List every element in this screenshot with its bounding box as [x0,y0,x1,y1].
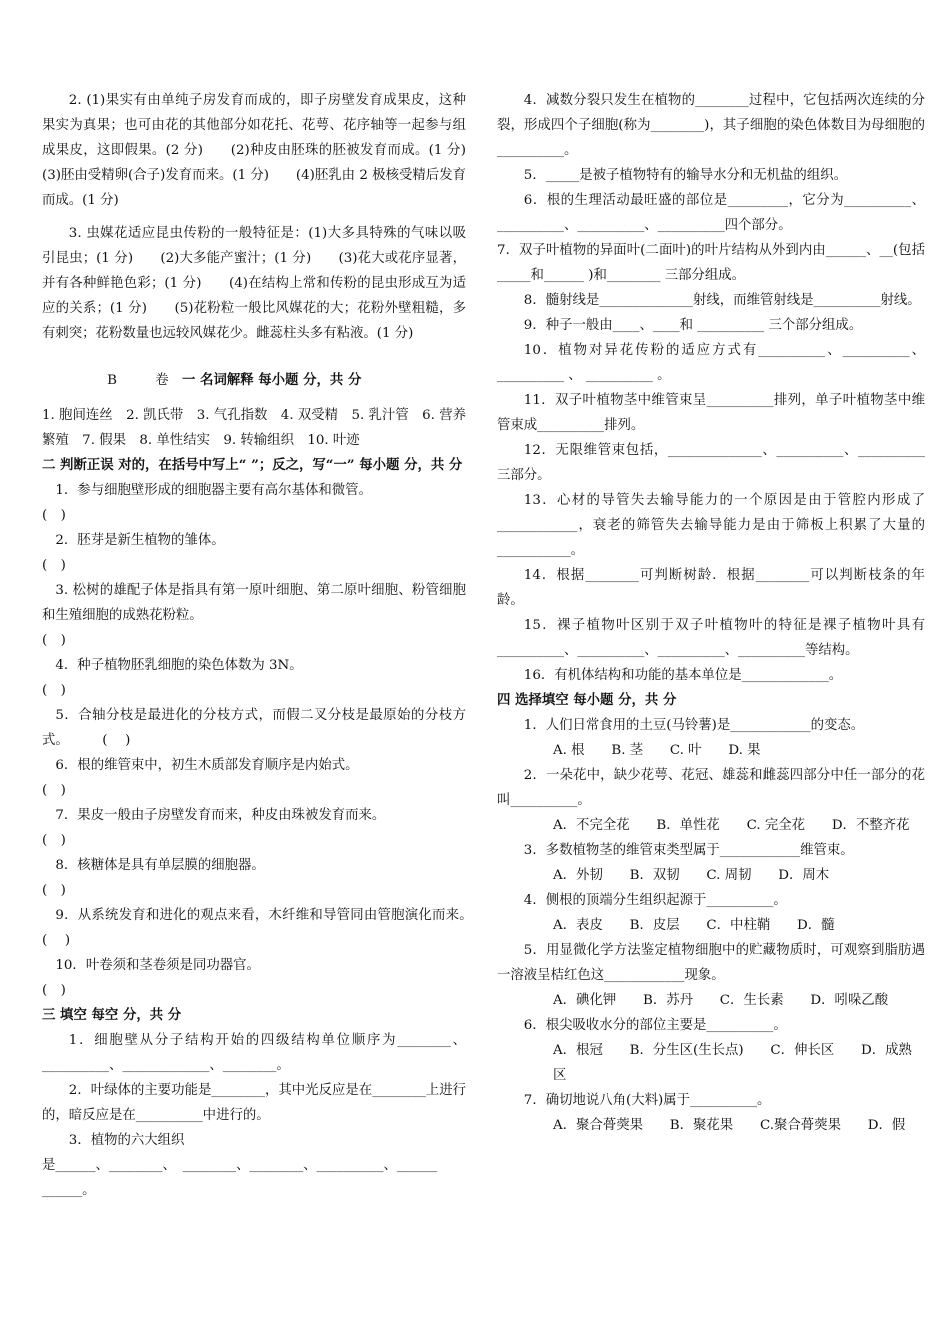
judge-paren-4: ( ) [42,683,66,698]
choice-options-6: A．根冠 B．分生区(生长点) C．伸长区 D．成熟区 [553,1043,912,1083]
fill-item-10: 10．植物对异花传粉的适应方式有__________、__________、__________ 、 __________ 。 [497,343,925,383]
judge-item-9: 9．从系统发育和进化的观点来看，木纤维和导管同由管胞演化而来。 ( ) [42,908,507,948]
fill-item-12: 12．无限维管束包括，______________、__________、__________三部分。 [497,443,925,483]
judge-paren-2: ( ) [42,558,66,573]
judge-item-8: 8．核糖体是具有单层膜的细胞器。 [55,858,265,873]
judge-item-10: 10．叶卷须和茎卷须是同功器官。 [55,958,260,973]
choice-item-2: 2．一朵花中，缺少花萼、花冠、雄蕊和雌蕊四部分中任一部分的花叫__________。 [497,768,925,808]
choice-item-6: 6．根尖吸收水分的部位主要是__________。 [523,1018,787,1033]
section3-title: 三 填空 每空 分，共 分 [42,1007,182,1023]
choice-options-4: A．表皮 B．皮层 C．中柱鞘 D．髓 [553,918,835,933]
section1-terms: 1. 胞间连丝 2. 凯氏带 3. 气孔指数 4. 双受精 5. 乳汁管 6. 营养繁殖 7. 假果 8. 单性结实 9. 转输组织 10. 叶迹 [42,408,466,448]
section1-title: 一 名词解释 每小题 分，共 分 [182,372,362,388]
fill-item-8: 8．髓射线是______________射线，而维管射线是__________射线。 [523,293,921,308]
fill-item-16: 16．有机体结构和功能的基本单位是_____________。 [523,668,843,683]
choice-item-7: 7．确切地说八角(大料)属于__________。 [523,1093,771,1108]
fill-item-3-blanks: 是______、________、 ________、________、__________、______ [42,1158,438,1173]
fill-item-4: 4．减数分裂只发生在植物的________过程中，它包括两次连续的分裂，形成四个子细胞(称为________)，其子细胞的染色体数目为母细胞的__________。 [497,93,925,158]
fill-item-5: 5．_____是被子植物特有的输导水分和无机盐的组织。 [523,168,847,183]
judge-paren-10: ( ) [42,983,66,998]
judge-item-5: 5．合轴分枝是最进化的分枝方式，而假二叉分枝是最原始的分枝方式。 ( ) [42,708,466,748]
judge-item-1: 1．参与细胞壁形成的细胞器主要有高尔基体和微管。 [55,483,372,498]
choice-options-1: A. 根 B. 茎 C. 叶 D. 果 [553,743,761,758]
fill-item-11: 11．双子叶植物茎中维管束呈__________排列，单子叶植物茎中维管束成__________排列。 [497,393,925,433]
choice-options-5: A．碘化钾 B．苏丹 C．生长素 D．吲哚乙酸 [553,993,889,1008]
paper-label-b: B [107,373,117,388]
judge-paren-7: ( ) [42,833,66,848]
judge-paren-3: ( ) [42,633,66,648]
choice-item-5: 5．用显微化学方法鉴定植物细胞中的贮藏物质时，可观察到脂肪遇一溶液呈桔红色这____________现象。 [497,943,925,983]
section4-title: 四 选择填空 每小题 分，共 分 [497,692,677,708]
judge-item-6: 6．根的维管束中，初生木质部发育顺序是内始式。 [55,758,359,773]
judge-item-4: 4．种子植物胚乳细胞的染色体数为 3N。 [55,658,303,673]
paper-header [42,368,466,393]
fill-item-15: 15．裸子植物叶区别于双子叶植物叶的特征是裸子植物叶具有__________、__________、__________、__________等结构。 [497,618,925,658]
judge-paren-1: ( ) [42,508,66,523]
choice-options-7: A．聚合蓇葖果 B．聚花果 C.聚合蓇葖果 D．假 [553,1118,906,1133]
fill-item-3-end: ______。 [42,1183,96,1198]
fill-item-7: 7．双子叶植物的异面叶(二面叶)的叶片结构从外到内由______、__(包括_____和______ )和________ 三部分组成。 [497,243,925,283]
judge-item-7: 7．果皮一般由子房壁发育而来，种皮由珠被发育而来。 [55,808,386,823]
answer-3: 3. 虫媒花适应昆虫传粉的一般特征是：(1)大多具特殊的气味以吸引昆虫；(1 分) (2)大多能产蜜汁；(1 分) (3)花大或花序显著，并有各种鲜艳色彩；(1 分) (4)在结构上常和传粉的昆虫形成互为适应的关系；(1 分) (5)花粉粒一般比风媒花的大；花粉外壁粗糙，多有刺突；花粉数量也远较风媒花少。雌蕊柱头多有粘液。(1 分) [42,226,466,341]
fill-item-6: 6．根的生理活动最旺盛的部位是_________，它分为__________、__________、__________、__________四个部分。 [497,193,925,233]
judge-paren-8: ( ) [42,883,66,898]
fill-item-13: 13．心材的导管失去输导能力的一个原因是由于管腔内形成了____________，衰老的筛管失去输导能力是由于筛板上积累了大量的___________。 [497,493,925,558]
section2-title: 二 判断正误 对的，在括号中写上“ ”；反之，写“一” 每小题 分，共 分 [42,457,463,473]
choice-options-3: A．外韧 B．双韧 C. 周韧 D．周木 [553,868,830,883]
fill-item-9: 9．种子一般由____、____和 __________ 三个部分组成。 [523,318,863,333]
right-column [497,88,925,1138]
choice-item-4: 4．侧根的顶端分生组织起源于__________。 [523,893,787,908]
left-column [42,88,507,1203]
fill-item-14: 14．根据________可判断树龄．根据________可以判断枝条的年龄。 [497,568,925,608]
answer-2: 2. (1)果实有由单纯子房发育而成的，即子房壁发育成果皮，这种果实为真果；也可由花的其他部分如花托、花萼、花序轴等一起参与组成果皮，这即假果。(2 分) (2)种皮由胚珠的胚被发育而成。(1 分) (3)胚由受精卵(合子)发育而来。(1 分) (4)胚乳由 2 极核受精后发育而成。(1 分) [42,93,493,208]
judge-paren-6: ( ) [42,783,66,798]
fill-item-3: 3．植物的六大组织 [68,1133,185,1148]
paper-label-box: 卷 [155,373,169,388]
fill-item-2: 2．叶绿体的主要功能是________，其中光反应是在________上进行的，暗反应是在__________中进行的。 [42,1083,466,1123]
choice-item-3: 3．多数植物茎的维管束类型属于____________维管束。 [523,843,854,858]
fill-item-1: 1．细胞壁从分子结构开始的四级结构单位顺序为________、__________、_____________、________。 [42,1033,466,1073]
judge-item-3: 3. 松树的雄配子体是指具有第一原叶细胞、第二原叶细胞、粉管细胞和生殖细胞的成熟花粉粒。 [42,583,466,623]
judge-item-2: 2．胚芽是新生植物的雏体。 [55,533,225,548]
choice-item-1: 1．人们日常食用的土豆(马铃薯)是____________的变态。 [523,718,865,733]
choice-options-2: A．不完全花 B．单性花 C. 完全花 D．不整齐花 [553,818,910,833]
